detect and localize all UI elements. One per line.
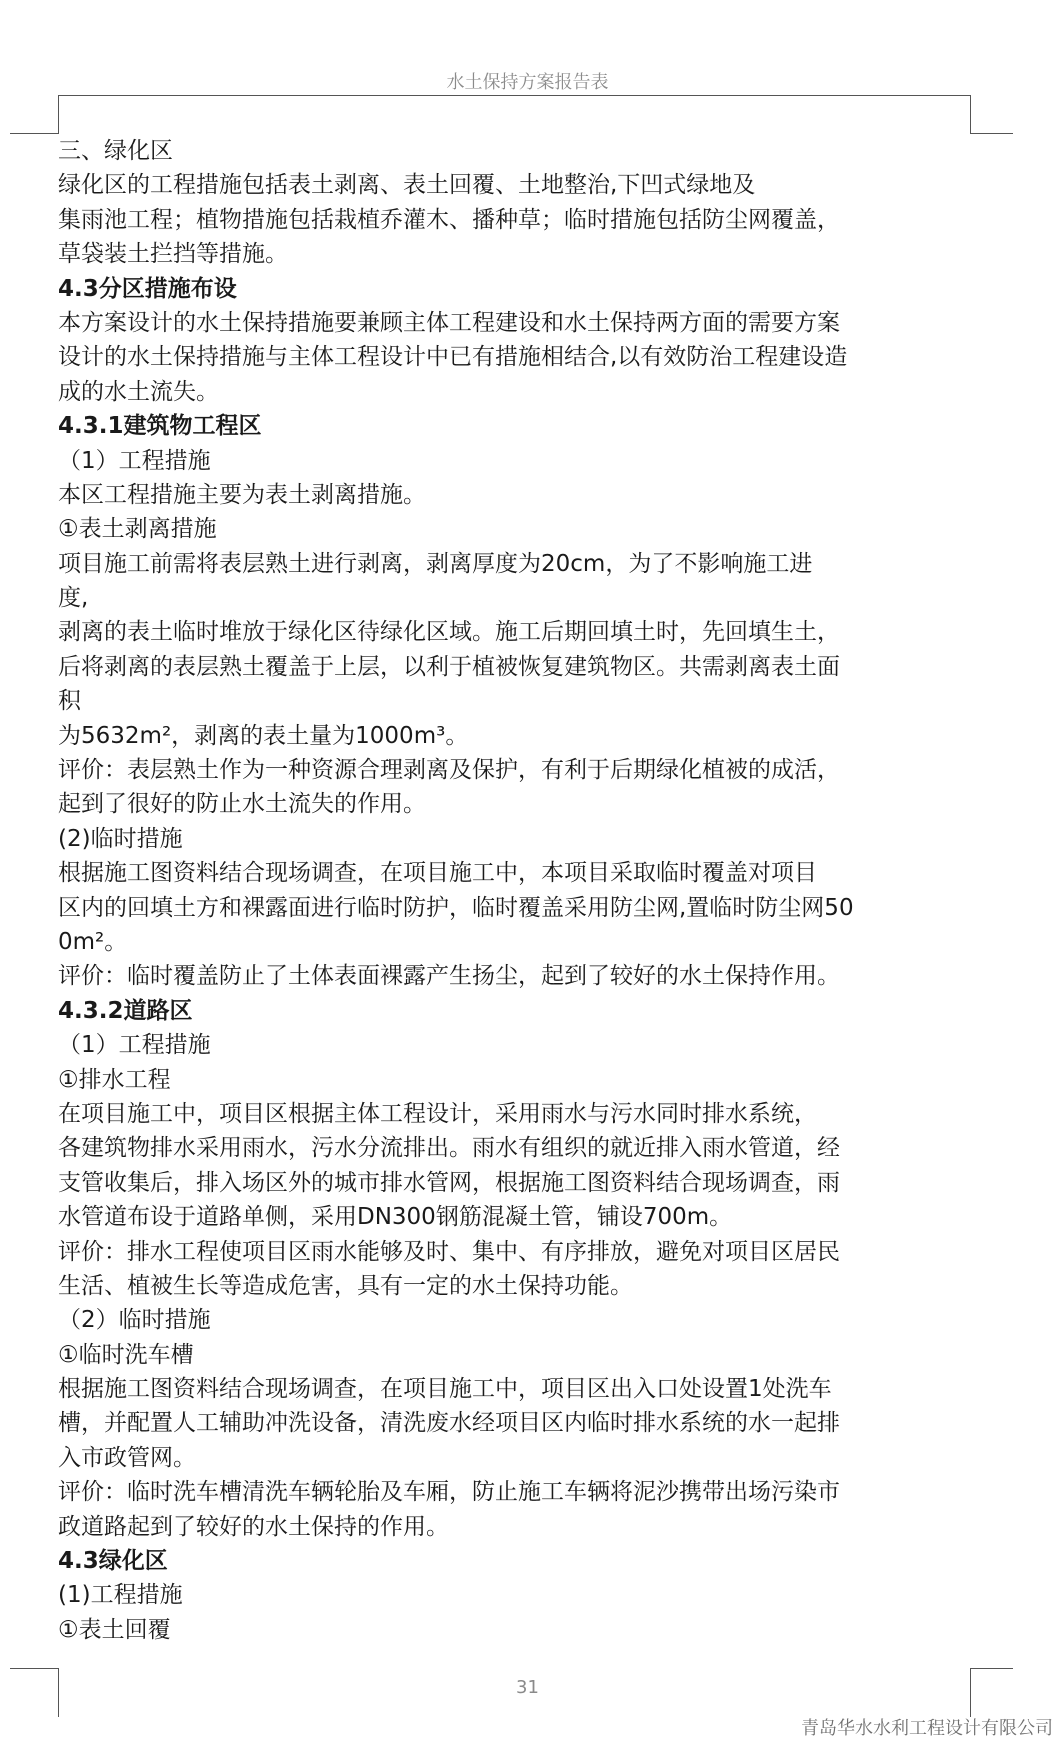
text-line: 评价：临时洗车槽清洗车辆轮胎及车厢，防止施工车辆将泥沙携带出场污染市 (58, 1479, 840, 1506)
section-heading: 4.3.1建筑物工程区 (58, 413, 262, 440)
text-line: 各建筑物排水采用雨水，污水分流排出。雨水有组织的就近排入雨水管道，经 (58, 1135, 840, 1162)
text-line: 政道路起到了较好的水土保持的作用。 (58, 1513, 449, 1540)
text-line: 项目施工前需将表层熟土进行剥离，剥离厚度为20cm，为了不影响施工进 (58, 550, 813, 577)
subsection-heading: （1）工程措施 (58, 447, 211, 474)
text-line: 绿化区的工程措施包括表土剥离、表土回覆、土地整治,下凹式绿地及 (58, 172, 756, 199)
subsection-heading: ①排水工程 (58, 1066, 171, 1093)
text-line: 入市政管网。 (58, 1444, 196, 1471)
header-title: 水土保持方案报告表 (446, 72, 609, 93)
subsection-heading: （2）临时措施 (58, 1307, 211, 1334)
page-number: 31 (516, 1677, 539, 1698)
subsection-heading: （1）工程措施 (58, 1032, 211, 1059)
text-line: 在项目施工中，项目区根据主体工程设计，采用雨水与污水同时排水系统， (58, 1100, 817, 1127)
text-line: 本区工程措施主要为表土剥离措施。 (58, 481, 426, 508)
section-heading: 4.3绿化区 (58, 1548, 168, 1575)
subsection-heading: ①临时洗车槽 (58, 1341, 194, 1368)
section-heading: 三、绿化区 (58, 138, 173, 164)
crop-mark-top-left (10, 95, 59, 134)
text-line: 评价：临时覆盖防止了土体表面裸露产生扬尘，起到了较好的水土保持作用。 (58, 963, 840, 990)
text-line: 后将剥离的表层熟土覆盖于上层，以利于植被恢复建筑物区。共需剥离表土面 (58, 653, 840, 680)
text-line: 支管收集后，排入场区外的城市排水管网，根据施工图资料结合现场调查，雨 (58, 1169, 840, 1196)
text-line: 集雨池工程；植物措施包括栽植乔灌木、播种草；临时措施包括防尘网覆盖， (58, 206, 840, 233)
text-line: 为5632m²，剥离的表土量为1000m³。 (58, 722, 469, 749)
subsection-heading: (1)工程措施 (58, 1582, 183, 1609)
text-line: 评价：排水工程使项目区雨水能够及时、集中、有序排放，避免对项目区居民 (58, 1238, 840, 1265)
text-line: 根据施工图资料结合现场调查，在项目施工中，项目区出入口处设置1处洗车 (58, 1376, 832, 1403)
body-text (58, 134, 978, 1647)
text-line: 成的水土流失。 (58, 378, 219, 405)
section-heading: 4.3分区措施布设 (58, 275, 237, 302)
text-line: 槽，并配置人工辅助冲洗设备，清洗废水经项目区内临时排水系统的水一起排 (58, 1410, 840, 1437)
header-rule (58, 95, 970, 96)
company-watermark: 青岛华水水利工程设计有限公司 (801, 1718, 1053, 1739)
text-line: 草袋装土拦挡等措施。 (58, 241, 288, 268)
text-line: 根据施工图资料结合现场调查，在项目施工中，本项目采取临时覆盖对项目 (58, 860, 817, 887)
text-line: 区内的回填土方和裸露面进行临时防护，临时覆盖采用防尘网,置临时防尘网50 (58, 894, 854, 921)
text-line: 设计的水土保持措施与主体工程设计中已有措施相结合,以有效防治工程建设造 (58, 344, 848, 371)
subsection-heading: ①表土剥离措施 (58, 516, 217, 543)
crop-mark-top-right (970, 95, 1013, 134)
text-line: 本方案设计的水土保持措施要兼顾主体工程建设和水土保持两方面的需要方案 (58, 309, 840, 336)
text-line: 度, (58, 585, 89, 612)
text-line: 生活、植被生长等造成危害，具有一定的水土保持功能。 (58, 1272, 633, 1299)
subsection-heading: (2)临时措施 (58, 825, 183, 852)
text-line: 积 (58, 688, 81, 715)
text-line: 0m²。 (58, 928, 128, 955)
subsection-heading: ①表土回覆 (58, 1616, 171, 1643)
section-heading: 4.3.2道路区 (58, 997, 193, 1024)
text-line: 水管道布设于道路单侧，采用DN300钢筋混凝土管，铺设700m。 (58, 1204, 733, 1231)
text-line: 起到了很好的防止水土流失的作用。 (58, 791, 426, 818)
text-line: 剥离的表土临时堆放于绿化区待绿化区域。施工后期回填土时，先回填生土， (58, 619, 840, 646)
text-line: 评价：表层熟土作为一种资源合理剥离及保护，有利于后期绿化植被的成活， (58, 757, 840, 784)
